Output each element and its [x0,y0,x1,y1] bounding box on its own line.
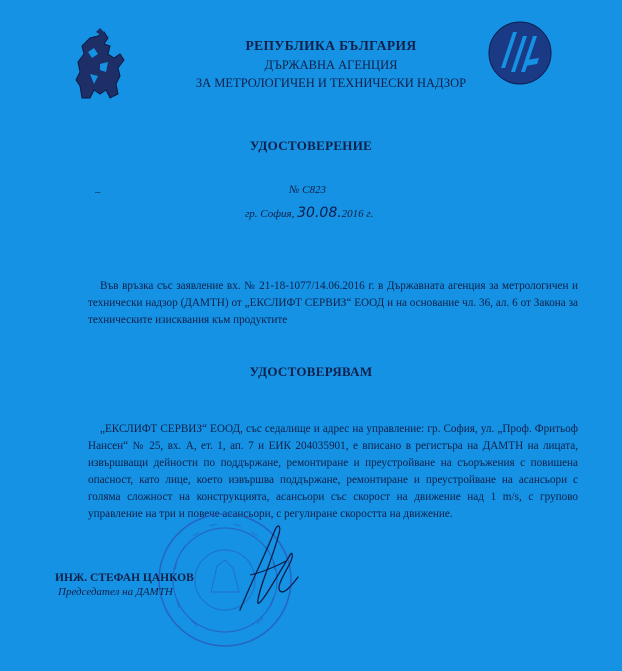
certify-heading: УДОСТОВЕРЯВАМ [249,364,373,379]
document-number: № С823 [289,184,326,196]
header-agency-full: ЗА МЕТРОЛОГИЧЕН И ТЕХНИЧЕСКИ НАДЗОР [195,76,467,90]
document-title: УДОСТОВЕРЕНИЕ [249,138,373,153]
date-city: гр. София, [245,208,295,220]
margin-mark: – [95,186,101,198]
signatory-name: ИНЖ. СТЕФАН ЦАНКОВ [55,572,194,584]
damtn-logo [487,20,553,86]
date-year: 2016 г. [341,208,374,220]
document-date-line [245,205,373,221]
header-agency: ДЪРЖАВНА АГЕНЦИЯ [264,58,398,72]
handwritten-signature [220,515,310,625]
header-republic: РЕПУБЛИКА БЪЛГАРИЯ [245,38,417,53]
paragraph-request: Във връзка със заявление вх. № 21-18-1077/14.06.2016 г. в Държавната агенция за метрологичен и технически надзор (ДАМТН) от „ЕКСЛИФТ СЕРВИЗ“ ЕООД и на основание чл. 36, ал. 6 от Закона за техническите изисквания към продуктите [88,280,578,326]
date-handwritten: 30.08. [297,205,342,221]
signatory-role: Председател на ДАМТН [58,586,173,598]
paragraph-certification: „ЕКСЛИФТ СЕРВИЗ“ ЕООД, със седалище и адрес на управление: гр. София, ул. „Проф. Фритьоф Нансен“ № 25, вх. А, ет. 1, ап. 7 и ЕИК 204035901, е вписано в регистъра на ДАМТН на лицата, извършващи дейности по поддържане, ремонтиране и преустройване на съоръжения с повишена опасност, като лице, което извършва поддържане, ремонтиране и преустройване на асансьори с голяма сложност на конструкцията, асансьори със скорост на движение над 1 m/s, с групово управление на три и повече асансьори, с регулиране скоростта на движение. [88,423,578,520]
